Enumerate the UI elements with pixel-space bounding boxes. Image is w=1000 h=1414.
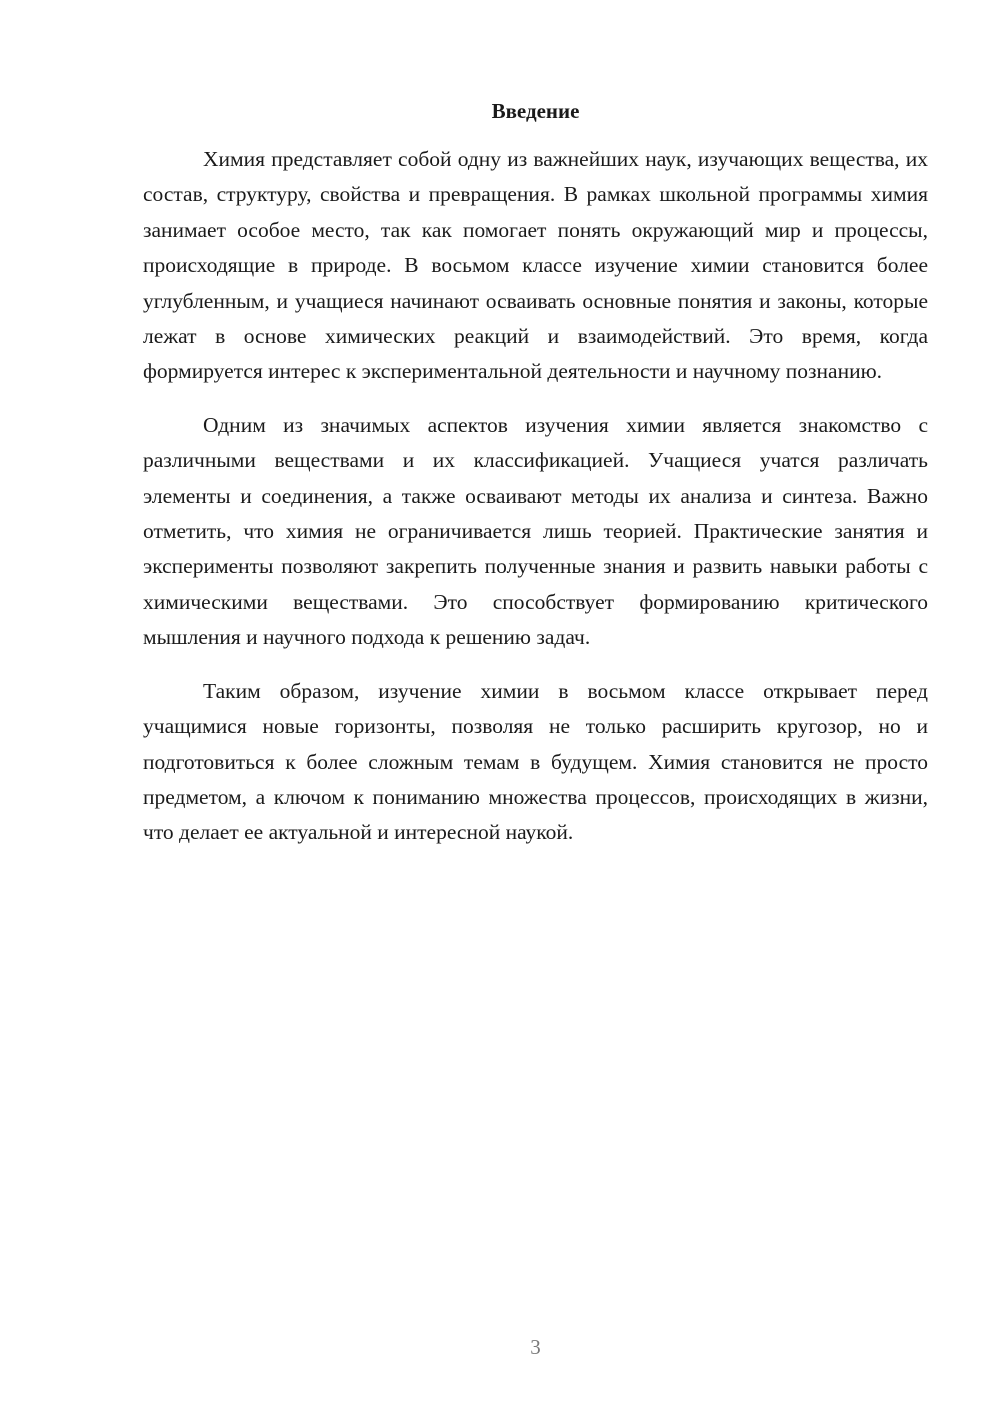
paragraph-3: Таким образом, изучение химии в восьмом классе открывает перед учащимися новые горизонты, позволяя не только расширить кругозор, но и подготовиться к более сложным темам в будущем. Химия становится не просто предметом, а ключом к пониманию множества процессов, происходящих в жизни, что делает ее актуальной и интересной наукой. xyxy=(143,678,928,845)
paragraph-1: Химия представляет собой одну из важнейших наук, изучающих вещества, их состав, структуру, свойства и превращения. В рамках школьной программы химия занимает особое место, так как помогает понять окружающий мир и процессы, происходящие в природе. В восьмом классе изучение химии становится более углубленным, и учащиеся начинают осваивать основные понятия и законы, которые лежат в основе химических реакций и взаимодействий. Это время, когда формируется интерес к экспериментальной деятельности и научному познанию. xyxy=(143,147,928,384)
body-text xyxy=(143,142,928,869)
page-title: Введение xyxy=(491,99,580,123)
paragraph-2: Одним из значимых аспектов изучения химии является знакомство с различными веществами и их классификацией. Учащиеся учатся различать элементы и соединения, а также осваивают методы их анализа и синтеза. Важно отметить, что химия не ограничивается лишь теорией. Практические занятия и эксперименты позволяют закрепить полученные знания и развить навыки работы с химическими веществами. Это способствует формированию критического мышления и научного подхода к решению задач. xyxy=(143,412,928,650)
page-number: 3 xyxy=(530,1335,541,1359)
